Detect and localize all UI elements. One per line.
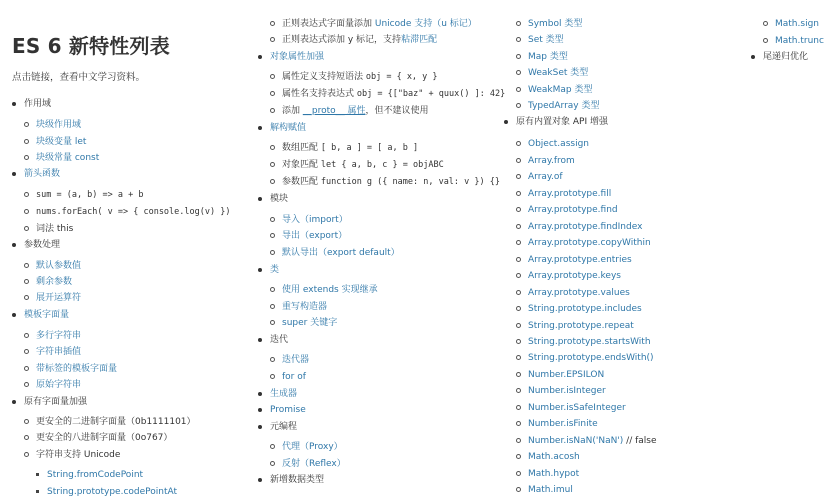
bullet-icon — [516, 438, 521, 443]
link-number-epsilon[interactable]: Number.EPSILON — [528, 369, 604, 381]
bullet-icon — [24, 349, 29, 354]
bullet-icon — [24, 382, 29, 387]
bullet-icon — [258, 126, 262, 130]
bullet-icon — [24, 333, 29, 338]
bullet-icon — [24, 192, 29, 197]
bullet-icon — [270, 320, 275, 325]
bullet-icon — [258, 338, 262, 342]
section-object-properties[interactable]: 对象属性加强 — [270, 51, 324, 63]
link-tagged-template[interactable]: 带标签的模板字面量 — [36, 363, 117, 375]
lexical-this: 词法 this — [36, 223, 73, 235]
bullet-icon — [516, 388, 521, 393]
link-block-scope[interactable]: 块级作用域 — [36, 119, 81, 131]
bullet-icon — [516, 454, 521, 459]
link-array-fill[interactable]: Array.prototype.fill — [528, 188, 611, 200]
link-number-issafeinteger[interactable]: Number.isSafeInteger — [528, 402, 626, 414]
bullet-icon — [516, 103, 521, 108]
link-const[interactable]: 块级常量 const — [36, 152, 99, 164]
link-sticky-match[interactable]: 粘滞匹配 — [401, 35, 438, 45]
link-array-keys[interactable]: Array.prototype.keys — [528, 270, 621, 282]
bullet-icon — [516, 191, 521, 196]
link-array-of[interactable]: Array.of — [528, 171, 563, 183]
link-number-isinteger[interactable]: Number.isInteger — [528, 385, 606, 397]
bullet-icon — [516, 224, 521, 229]
object-matching: 对象匹配 let { a, b, c } = objABC — [282, 159, 444, 171]
link-for-of[interactable]: for of — [282, 371, 306, 383]
bullet-icon — [258, 425, 262, 429]
bullet-icon — [258, 478, 262, 482]
bullet-icon — [516, 37, 521, 42]
bullet-icon — [12, 172, 16, 176]
link-generators[interactable]: 生成器 — [270, 388, 297, 400]
link-math-hypot[interactable]: Math.hypot — [528, 468, 579, 480]
bullet-icon — [12, 313, 16, 317]
bullet-icon — [258, 268, 262, 272]
section-classes[interactable]: 类 — [270, 264, 279, 276]
regex-sticky: 正则表达式添加 y 标记，支持粘滞匹配 — [282, 34, 437, 46]
bullet-icon — [516, 141, 521, 146]
bullet-icon — [516, 273, 521, 278]
bullet-icon — [516, 372, 521, 377]
bullet-icon — [258, 197, 262, 201]
page-title: ES 6 新特性列表 — [12, 34, 170, 58]
bullet-icon — [24, 263, 29, 268]
section-literal-enhancements: 原有字面量加强 — [24, 396, 87, 408]
link-rest-params[interactable]: 剩余参数 — [36, 276, 72, 288]
bullet-icon — [24, 226, 29, 231]
link-proxy[interactable]: 代理（Proxy） — [282, 441, 343, 453]
bullet-icon — [24, 435, 29, 440]
bullet-icon — [516, 290, 521, 295]
bullet-icon — [270, 21, 275, 26]
section-arrow-functions[interactable]: 箭头函数 — [24, 168, 60, 180]
bullet-icon — [516, 174, 521, 179]
link-export-default[interactable]: 默认导出（export default） — [282, 247, 400, 259]
bullet-icon — [516, 158, 521, 163]
bullet-icon — [270, 37, 275, 42]
link-number-isnan[interactable]: Number.isNaN('NaN') — [528, 436, 624, 446]
bullet-icon — [24, 209, 29, 214]
bullet-icon — [516, 240, 521, 245]
link-math-acosh[interactable]: Math.acosh — [528, 451, 580, 463]
bullet-icon — [516, 21, 521, 26]
array-matching: 数组匹配 [ b, a ] = [ a, b ] — [282, 142, 418, 154]
link-set[interactable]: Set 类型 — [528, 34, 564, 46]
bullet-icon — [36, 473, 39, 476]
bullet-icon — [258, 408, 262, 412]
link-map[interactable]: Map 类型 — [528, 51, 568, 63]
bullet-icon — [751, 55, 755, 59]
unicode-support: 字符串支持 Unicode — [36, 449, 120, 461]
bullet-icon — [270, 304, 275, 309]
bullet-icon — [270, 162, 275, 167]
bullet-icon — [516, 257, 521, 262]
section-destructuring[interactable]: 解构赋值 — [270, 122, 306, 134]
link-proto[interactable]: __proto__ 属性 — [302, 106, 366, 116]
bullet-icon — [270, 179, 275, 184]
bullet-icon — [12, 243, 16, 247]
bullet-icon — [270, 91, 275, 96]
link-weakmap[interactable]: WeakMap 类型 — [528, 84, 593, 96]
bullet-icon — [763, 38, 768, 43]
link-array-find[interactable]: Array.prototype.find — [528, 204, 618, 216]
section-scope: 作用域 — [24, 98, 51, 110]
link-import[interactable]: 导入（import） — [282, 214, 348, 226]
bullet-icon — [24, 366, 29, 371]
section-new-data-types: 新增数据类型 — [270, 474, 324, 486]
arrow-example-foreach: nums.forEach( v => { console.log(v) }) — [36, 206, 230, 218]
link-array-entries[interactable]: Array.prototype.entries — [528, 254, 632, 266]
bullet-icon — [516, 54, 521, 59]
parameter-matching: 参数匹配 function g ({ name: n, val: v }) {} — [282, 176, 500, 188]
link-promise[interactable]: Promise — [270, 404, 306, 416]
bullet-icon — [763, 21, 768, 26]
bullet-icon — [516, 471, 521, 476]
link-array-copywithin[interactable]: Array.prototype.copyWithin — [528, 237, 651, 249]
regex-unicode: 正则表达式字面量添加 Unicode 支持（u 标记） — [282, 18, 477, 30]
link-math-imul[interactable]: Math.imul — [528, 484, 573, 496]
link-symbol[interactable]: Symbol 类型 — [528, 18, 582, 30]
bullet-icon — [270, 250, 275, 255]
section-builtin-api: 原有内置对象 API 增强 — [516, 116, 608, 128]
bullet-icon — [24, 139, 29, 144]
bullet-icon — [270, 461, 275, 466]
link-raw-string[interactable]: 原始字符串 — [36, 379, 81, 391]
bullet-icon — [24, 419, 29, 424]
bullet-icon — [270, 217, 275, 222]
bullet-icon — [516, 355, 521, 360]
bullet-icon — [24, 122, 29, 127]
link-constructor[interactable]: 重写构造器 — [282, 301, 327, 313]
link-weakset[interactable]: WeakSet 类型 — [528, 67, 588, 79]
link-array-findindex[interactable]: Array.prototype.findIndex — [528, 221, 642, 233]
link-number-isfinite[interactable]: Number.isFinite — [528, 418, 598, 430]
link-default-params[interactable]: 默认参数值 — [36, 260, 81, 272]
bullet-icon — [516, 207, 521, 212]
bullet-icon — [270, 145, 275, 150]
bullet-icon — [516, 339, 521, 344]
bullet-icon — [270, 287, 275, 292]
bullet-icon — [270, 357, 275, 362]
bullet-icon — [24, 155, 29, 160]
link-object-assign[interactable]: Object.assign — [528, 138, 589, 150]
section-metaprogramming: 元编程 — [270, 421, 297, 433]
link-string-includes[interactable]: String.prototype.includes — [528, 303, 642, 315]
link-spread[interactable]: 展开运算符 — [36, 292, 81, 304]
number-isnan-item: Number.isNaN('NaN') // false — [528, 435, 657, 447]
shorthand-property: 属性定义支持短语法 obj = { x, y } — [282, 71, 438, 83]
link-let[interactable]: 块级变量 let — [36, 136, 86, 148]
bullet-icon — [12, 102, 16, 106]
intro-text: 点击链接，查看中文学习资料。 — [12, 72, 146, 83]
bullet-icon — [516, 87, 521, 92]
link-string-startswith[interactable]: String.prototype.startsWith — [528, 336, 651, 348]
link-regex-unicode[interactable]: Unicode 支持（u 标记） — [374, 19, 477, 29]
proto-property: 添加 __proto__ 属性，但不建议使用 — [282, 105, 429, 117]
link-typedarray[interactable]: TypedArray 类型 — [528, 100, 600, 112]
bullet-icon — [36, 490, 39, 493]
bullet-icon — [24, 295, 29, 300]
bullet-icon — [270, 74, 275, 79]
bullet-icon — [270, 444, 275, 449]
link-iterator[interactable]: 迭代器 — [282, 354, 309, 366]
link-extends[interactable]: 使用 extends 实现继承 — [282, 284, 378, 296]
link-export[interactable]: 导出（export） — [282, 230, 347, 242]
section-modules: 模块 — [270, 193, 288, 205]
link-interpolation[interactable]: 字符串插值 — [36, 346, 81, 358]
link-array-from[interactable]: Array.from — [528, 155, 575, 167]
bullet-icon — [516, 306, 521, 311]
section-params: 参数处理 — [24, 239, 60, 251]
bullet-icon — [270, 233, 275, 238]
bullet-icon — [258, 55, 262, 59]
arrow-example-sum: sum = (a, b) => a + b — [36, 189, 143, 201]
bullet-icon — [12, 400, 16, 404]
link-super[interactable]: super 关键字 — [282, 317, 337, 329]
bullet-icon — [24, 279, 29, 284]
bullet-icon — [504, 120, 508, 124]
link-string-endswith[interactable]: String.prototype.endsWith() — [528, 352, 654, 364]
bullet-icon — [270, 374, 275, 379]
bullet-icon — [516, 323, 521, 328]
link-math-trunc[interactable]: Math.trunc — [775, 35, 824, 47]
link-string-repeat[interactable]: String.prototype.repeat — [528, 320, 634, 332]
link-codepointat[interactable]: String.prototype.codePointAt — [47, 486, 177, 498]
bullet-icon — [516, 405, 521, 410]
computed-property: 属性名支持表达式 obj = {["baz" + quux() ]: 42} — [282, 88, 505, 100]
section-iteration: 迭代 — [270, 334, 288, 346]
link-math-sign[interactable]: Math.sign — [775, 18, 819, 30]
octal-literal: 更安全的八进制字面量（0o767） — [36, 432, 172, 444]
link-reflect[interactable]: 反射（Reflex） — [282, 458, 346, 470]
bullet-icon — [516, 70, 521, 75]
link-array-values[interactable]: Array.prototype.values — [528, 287, 630, 299]
bullet-icon — [516, 487, 521, 492]
section-template-literals[interactable]: 模板字面量 — [24, 309, 69, 321]
binary-literal: 更安全的二进制字面量（0b1111101） — [36, 416, 196, 428]
section-tail-call: 尾递归优化 — [763, 51, 808, 63]
bullet-icon — [24, 452, 29, 457]
link-multiline[interactable]: 多行字符串 — [36, 330, 81, 342]
link-fromcodepoint[interactable]: String.fromCodePoint — [47, 469, 143, 481]
bullet-icon — [258, 392, 262, 396]
bullet-icon — [270, 108, 275, 113]
bullet-icon — [516, 421, 521, 426]
